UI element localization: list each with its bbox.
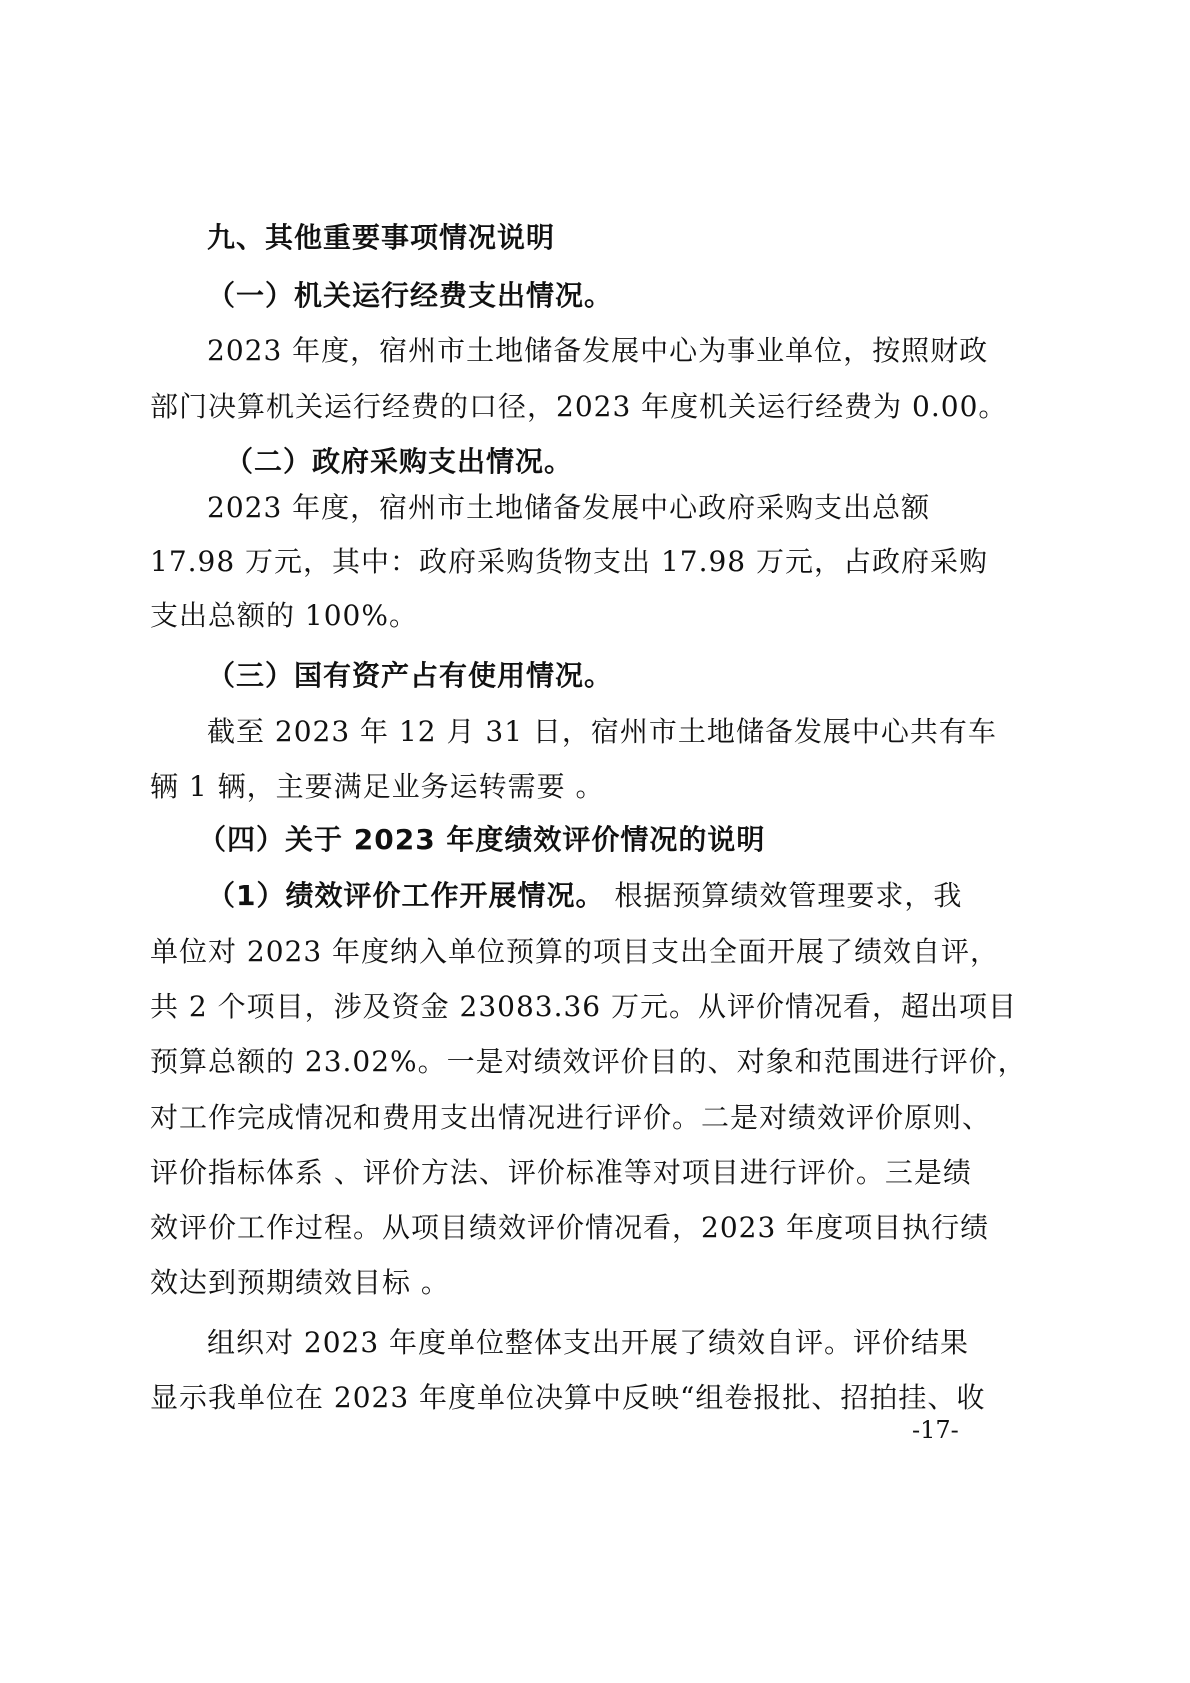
item-1-first-line bbox=[207, 876, 964, 916]
body-line: 部门决算机关运行经费的口径，2023 年度机关运行经费为 0.00。 bbox=[150, 390, 1008, 423]
body-line: 显示我单位在 2023 年度单位决算中反映“组卷报批、招拍挂、收 bbox=[150, 1381, 986, 1414]
body-line: 17.98 万元，其中：政府采购货物支出 17.98 万元，占政府采购 bbox=[150, 545, 989, 578]
body-line: 2023 年度，宿州市土地储备发展中心政府采购支出总额 bbox=[207, 491, 931, 524]
body-line: 2023 年度，宿州市土地储备发展中心为事业单位，按照财政 bbox=[207, 334, 989, 367]
page-number: -17- bbox=[912, 1416, 959, 1444]
subsection-heading-2: （二）政府采购支出情况。 bbox=[225, 445, 574, 478]
body-line: 单位对 2023 年度纳入单位预算的项目支出全面开展了绩效自评， bbox=[150, 935, 1000, 968]
body-line: 辆 1 辆，主要满足业务运转需要 。 bbox=[150, 770, 605, 803]
body-line: 效达到预期绩效目标 。 bbox=[150, 1266, 450, 1299]
body-line: 共 2 个项目，涉及资金 23083.36 万元。从评价情况看，超出项目 bbox=[150, 990, 1018, 1023]
item-1-lead: （1）绩效评价工作开展情况。 bbox=[207, 879, 605, 912]
body-line: 截至 2023 年 12 月 31 日，宿州市土地储备发展中心共有车 bbox=[207, 715, 997, 748]
body-line: 对工作完成情况和费用支出情况进行评价。二是对绩效评价原则、 bbox=[150, 1101, 992, 1134]
subsection-heading-4: （四）关于 2023 年度绩效评价情况的说明 bbox=[198, 823, 766, 856]
body-line: 评价指标体系 、评价方法、评价标准等对项目进行评价。三是绩 bbox=[150, 1156, 972, 1189]
body-line: 支出总额的 100%。 bbox=[150, 599, 418, 632]
body-line: 预算总额的 23.02%。一是对绩效评价目的、对象和范围进行评价， bbox=[150, 1045, 1027, 1078]
body-line: 效评价工作过程。从项目绩效评价情况看，2023 年度项目执行绩 bbox=[150, 1211, 990, 1244]
subsection-heading-3: （三）国有资产占有使用情况。 bbox=[207, 659, 614, 692]
item-1-lead-rest: 根据预算绩效管理要求，我 bbox=[604, 879, 963, 912]
body-line: 组织对 2023 年度单位整体支出开展了绩效自评。评价结果 bbox=[207, 1326, 970, 1359]
section-title: 九、其他重要事项情况说明 bbox=[207, 221, 556, 254]
subsection-heading-1: （一）机关运行经费支出情况。 bbox=[207, 279, 614, 312]
